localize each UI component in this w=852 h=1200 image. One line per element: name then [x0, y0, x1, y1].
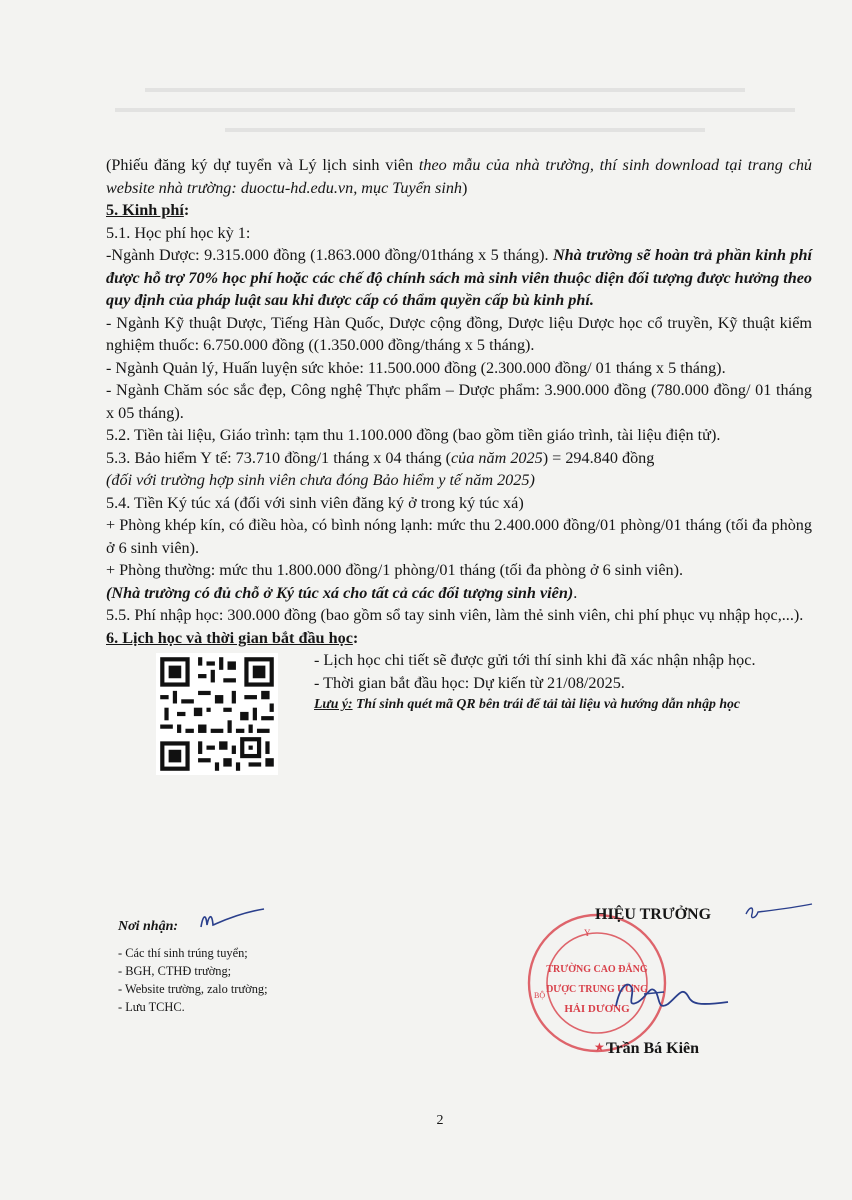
intro-text: (Phiếu đăng ký dự tuyển và Lý lịch sinh viên — [106, 156, 419, 174]
stamp-line-3: HẢI DƯƠNG — [564, 1003, 630, 1015]
section-6-title: 6. Lịch học và thời gian bắt đầu học — [106, 628, 353, 647]
svg-text:★: ★ — [594, 1040, 605, 1054]
qr-code[interactable] — [156, 653, 278, 775]
insurance-note: (đối với trường hợp sinh viên chưa đóng Bảo hiểm y tế năm 2025) — [106, 471, 535, 489]
section-5-colon: : — [183, 201, 190, 219]
bleed-through-text — [105, 80, 825, 140]
tuition-beauty: - Ngành Chăm sóc sắc đẹp, Công nghệ Thực phẩm – Dược phẩm: 3.900.000 đồng (780.000 đồng/ 01 tháng x 05 tháng). — [106, 381, 812, 422]
intro-close: ) — [462, 178, 468, 197]
signatory-title: HIỆU TRƯỞNG — [595, 906, 712, 923]
tuition-pharmacy — [106, 244, 812, 312]
tuition-title: 5.1. Học phí học kỳ 1: — [106, 223, 251, 242]
schedule-block — [106, 649, 812, 767]
qr-note — [314, 694, 814, 713]
handwritten-signature — [598, 966, 748, 1026]
title-initial-mark — [744, 900, 814, 926]
recipients-block — [118, 918, 438, 1016]
insurance-year: của năm 2025 — [451, 448, 543, 467]
intro-italic: theo mẫu của nhà trường, thí sinh download tại trang chủ website nhà trường: duoctu-hd.edu.vn, mục Tuyển sinh — [106, 156, 813, 197]
schedule-text — [314, 649, 814, 713]
dormitory-title: 5.4. Tiền Ký túc xá (đối với sinh viên đăng ký ở trong ký túc xá) — [106, 493, 524, 512]
recipient-item: - Các thí sinh trúng tuyển; — [118, 946, 248, 960]
section-5-title: 5. Kinh phí — [106, 201, 184, 219]
qr-note-text: Thí sinh quét mã QR bên trái để tải tài liệu và hướng dẫn nhập học — [352, 696, 741, 711]
recipient-item: - BGH, CTHĐ trường; — [118, 964, 232, 978]
dormitory-note-end: . — [573, 583, 578, 602]
qr-note-label: Lưu ý: — [314, 696, 353, 711]
admission-fee: 5.5. Phí nhập học: 300.000 đồng (bao gồm sổ tay sinh viên, làm thẻ sinh viên, chi phí phục vụ nhập học,...). — [106, 606, 804, 624]
section-5-heading — [106, 199, 812, 222]
recipient-item: - Website trường, zalo trường; — [118, 982, 268, 996]
intro-paragraph — [106, 154, 812, 199]
document-body — [106, 154, 812, 767]
dormitory-standard: + Phòng thường: mức thu 1.800.000 đồng/1 phòng/01 tháng (tối đa phòng ở 6 sinh viên). — [106, 561, 684, 579]
dormitory-note-text: (Nhà trường có đủ chỗ ở Ký túc xá cho tất cả các đối tượng sinh viên) — [106, 583, 574, 602]
recipient-item: - Lưu TCHC. — [118, 1000, 185, 1014]
section-6-heading — [106, 627, 812, 650]
svg-text:BỘ: BỘ — [534, 991, 546, 1000]
tuition-technical: - Ngành Kỹ thuật Dược, Tiếng Hàn Quốc, Dược cộng đồng, Dược liệu Dược học cổ truyền, Kỹ thuật kiểm nghiệm thuốc: 6.750.000 đồng ((1.350.000 đồng/tháng x 5 tháng). — [106, 313, 812, 354]
stamp-line-1: TRƯỜNG CAO ĐẲNG — [546, 964, 648, 975]
schedule-detail: - Lịch học chi tiết sẽ được gửi tới thí sinh khi đã xác nhận nhập học. — [314, 651, 756, 669]
signatory-name: Trần Bá Kiên — [606, 1040, 700, 1057]
svg-text:Y: Y — [584, 928, 591, 938]
recipients-title: Nơi nhận: — [118, 919, 179, 934]
insurance-text: 5.3. Bảo hiểm Y tế: 73.710 đồng/1 tháng x 04 tháng ( — [106, 448, 451, 467]
textbook-fee: 5.2. Tiền tài liệu, Giáo trình: tạm thu 1.100.000 đồng (bao gồm tiền giáo trình, tài liệu điện tử). — [106, 426, 721, 444]
section-6-colon: : — [352, 628, 359, 647]
tuition-refund-note: Nhà trường sẽ hoàn trả phần kinh phí được hỗ trợ 70% học phí hoặc các chế độ chính sách mà sinh viên thuộc diện đối tượng được hưởng theo quy định của pháp luật sau khi được cấp có thẩm quyền cấp bù kinh phí. — [106, 246, 812, 309]
dormitory-note — [106, 582, 812, 605]
page-number: 2 — [436, 1113, 444, 1128]
stamp-line-2: DƯỢC TRUNG ƯƠNG — [546, 984, 648, 995]
tuition-management: - Ngành Quản lý, Huấn luyện sức khỏe: 11.500.000 đồng (2.300.000 đồng/ 01 tháng x 5 tháng). — [106, 358, 726, 377]
insurance-total: ) = 294.840 đồng — [542, 448, 655, 467]
dormitory-ensuite: + Phòng khép kín, có điều hòa, có bình nóng lạnh: mức thu 2.400.000 đồng/01 phòng/01 tháng (tối đa phòng ở 6 sinh viên). — [106, 516, 812, 557]
tuition-pharmacy-text: -Ngành Dược: 9.315.000 đồng (1.863.000 đồng/01tháng x 5 tháng). — [106, 246, 553, 264]
health-insurance — [106, 447, 812, 470]
initial-mark — [198, 905, 268, 935]
start-date: - Thời gian bắt đầu học: Dự kiến từ 21/08/2025. — [314, 673, 625, 692]
